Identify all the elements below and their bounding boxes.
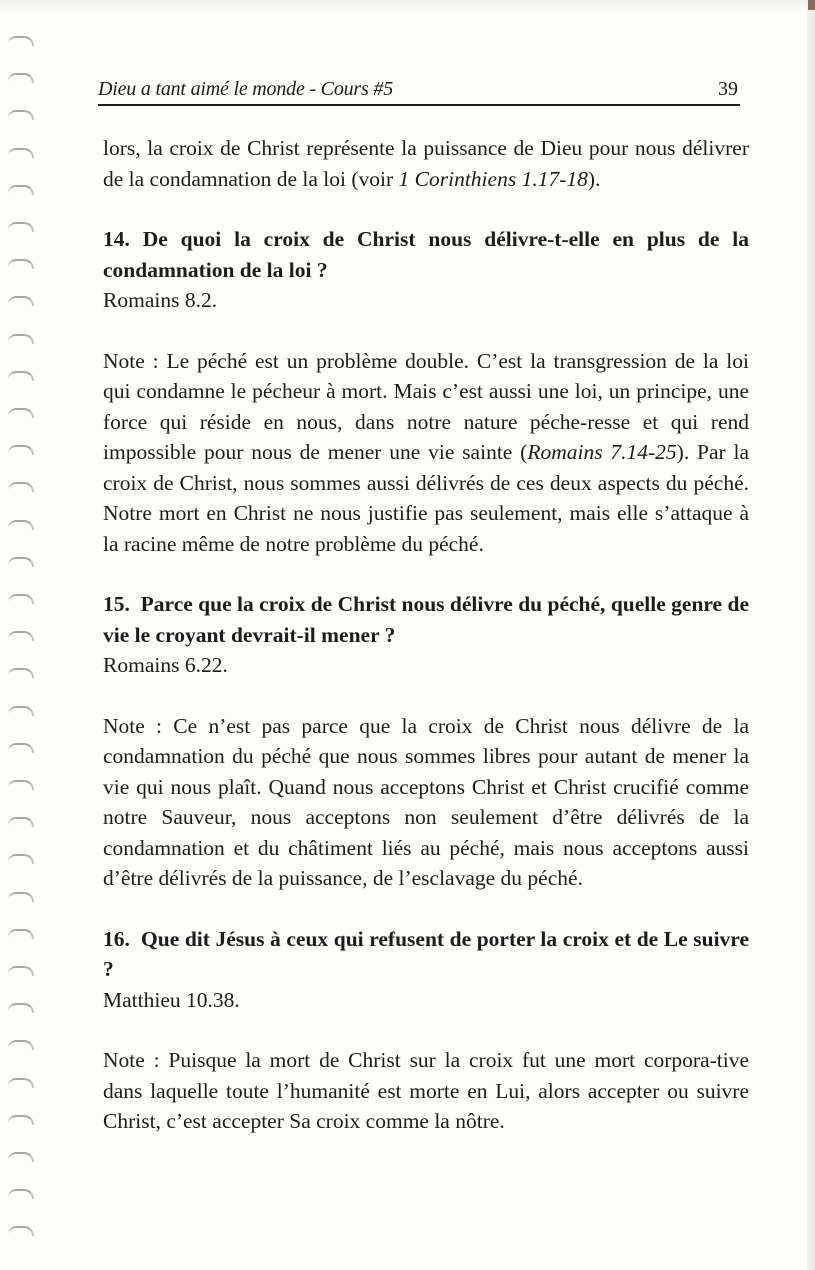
spiral-ring-icon xyxy=(8,594,34,604)
spiral-ring-icon xyxy=(8,892,34,902)
spiral-ring-icon xyxy=(8,1189,34,1199)
spiral-ring-icon xyxy=(8,371,34,381)
bible-reference: Romains 8.2. xyxy=(103,288,218,312)
spiral-ring-icon xyxy=(8,1152,34,1162)
question-number: 14. xyxy=(103,227,130,251)
spiral-ring-icon xyxy=(8,743,34,753)
spiral-ring-icon xyxy=(8,780,34,790)
note-paragraph xyxy=(103,1045,749,1137)
note-paragraph xyxy=(103,346,749,560)
spiral-binding xyxy=(8,0,42,1270)
question-text: Parce que la croix de Christ nous délivre du péché, quelle genre de vie le croyant devrait-il mener ? xyxy=(103,592,749,647)
spiral-ring-icon xyxy=(8,259,34,269)
bible-reference: Romains 6.22. xyxy=(103,653,228,677)
note-label: Note : xyxy=(103,713,163,738)
spiral-ring-icon xyxy=(8,408,34,418)
question-text: Que dit Jésus à ceux qui refusent de porter la croix et de Le suivre ? xyxy=(103,926,749,981)
spiral-ring-icon xyxy=(8,854,34,864)
spiral-ring-icon xyxy=(8,966,34,976)
question-number: 16. xyxy=(103,926,130,951)
question-heading xyxy=(103,924,749,985)
note-text: Le péché est un problème double. C’est la transgression de la loi qui condamne le pécheur à mort. Mais c’est aussi une loi, un principe, une force qui réside en nous, dans notre nature péche-resse et qui rend impossible pour nous de mener une vie sainte ( xyxy=(103,348,749,464)
note-label: Note : xyxy=(103,348,159,373)
note-paragraph xyxy=(103,711,749,894)
question-block-14 xyxy=(103,224,749,559)
spiral-ring-icon xyxy=(8,520,34,530)
spiral-ring-icon xyxy=(8,73,34,83)
spiral-ring-icon xyxy=(8,222,34,232)
spacer xyxy=(103,194,749,224)
spiral-ring-icon xyxy=(8,668,34,678)
question-text: De quoi la croix de Christ nous délivre-t-elle en plus de la condamnation de la loi ? xyxy=(103,227,749,282)
spiral-ring-icon xyxy=(8,110,34,120)
intro-bible-reference: 1 Corinthiens 1.17-18 xyxy=(398,166,588,191)
page-body xyxy=(103,133,749,1137)
page-top-edge xyxy=(0,0,815,12)
question-heading xyxy=(103,224,749,285)
page-number: 39 xyxy=(718,78,738,100)
note-bible-reference: Romains 7.14-25 xyxy=(527,440,677,464)
note-text: Ce n’est pas parce que la croix de Christ nous délivre de la condamnation du péché que nous sommes libres pour autant de mener la vie qui nous plaît. Quand nous acceptons Christ et Christ crucifié comme notre Sauveur, nous acceptons non seulement d’être délivrés de la condamnation et du châtiment liés au péché, mais nous acceptons aussi d’être délivrés de la puissance, de l’esclavage du péché. xyxy=(103,713,749,890)
spiral-ring-icon xyxy=(8,557,34,567)
note-label: Note : xyxy=(103,1048,160,1072)
spiral-ring-icon xyxy=(8,631,34,641)
intro-text-end: ). xyxy=(587,166,601,191)
spiral-ring-icon xyxy=(8,817,34,827)
spiral-ring-icon xyxy=(8,1078,34,1088)
spiral-ring-icon xyxy=(8,482,34,492)
spiral-ring-icon xyxy=(8,185,34,195)
question-block-15 xyxy=(103,589,749,894)
spacer xyxy=(103,316,749,346)
spiral-ring-icon xyxy=(8,1115,34,1125)
spacer xyxy=(103,1015,749,1045)
running-header-title: Dieu a tant aimé le monde - Cours #5 xyxy=(98,78,393,100)
bible-reference: Matthieu 10.38. xyxy=(103,987,240,1012)
running-header xyxy=(98,76,740,106)
spiral-ring-icon xyxy=(8,1040,34,1050)
spiral-ring-icon xyxy=(8,36,34,46)
page-right-edge xyxy=(807,0,815,1270)
spiral-ring-icon xyxy=(8,334,34,344)
spiral-ring-icon xyxy=(8,706,34,716)
intro-text: lors, la croix de Christ représente la puissance de Dieu pour nous délivrer de la condamnation de la loi (voir xyxy=(103,136,749,191)
spiral-ring-icon xyxy=(8,148,34,158)
spacer xyxy=(103,559,749,589)
spiral-ring-icon xyxy=(8,1003,34,1013)
page-corner-mark xyxy=(808,0,815,10)
question-heading xyxy=(103,589,749,650)
spiral-ring-icon xyxy=(8,296,34,306)
question-number: 15. xyxy=(103,592,130,616)
spiral-ring-icon xyxy=(8,1226,34,1236)
intro-paragraph xyxy=(103,133,749,194)
spiral-ring-icon xyxy=(8,929,34,939)
spacer xyxy=(103,681,749,711)
note-text-continued: ). Par la croix de Christ, nous sommes aussi délivrés de ces deux aspects du péché. Notre mort en Christ ne nous justifie pas seulement, mais elle s’attaque à la racine même de notre problème du péché. xyxy=(103,440,750,556)
question-block-16 xyxy=(103,924,749,1137)
spiral-ring-icon xyxy=(8,445,34,455)
note-text: Puisque la mort de Christ sur la croix fut une mort corpora-tive dans laquelle toute l’humanité est morte en Lui, alors accepter ou suivre Christ, c’est accepter Sa croix comme la nôtre. xyxy=(103,1048,750,1133)
spacer xyxy=(103,894,749,924)
